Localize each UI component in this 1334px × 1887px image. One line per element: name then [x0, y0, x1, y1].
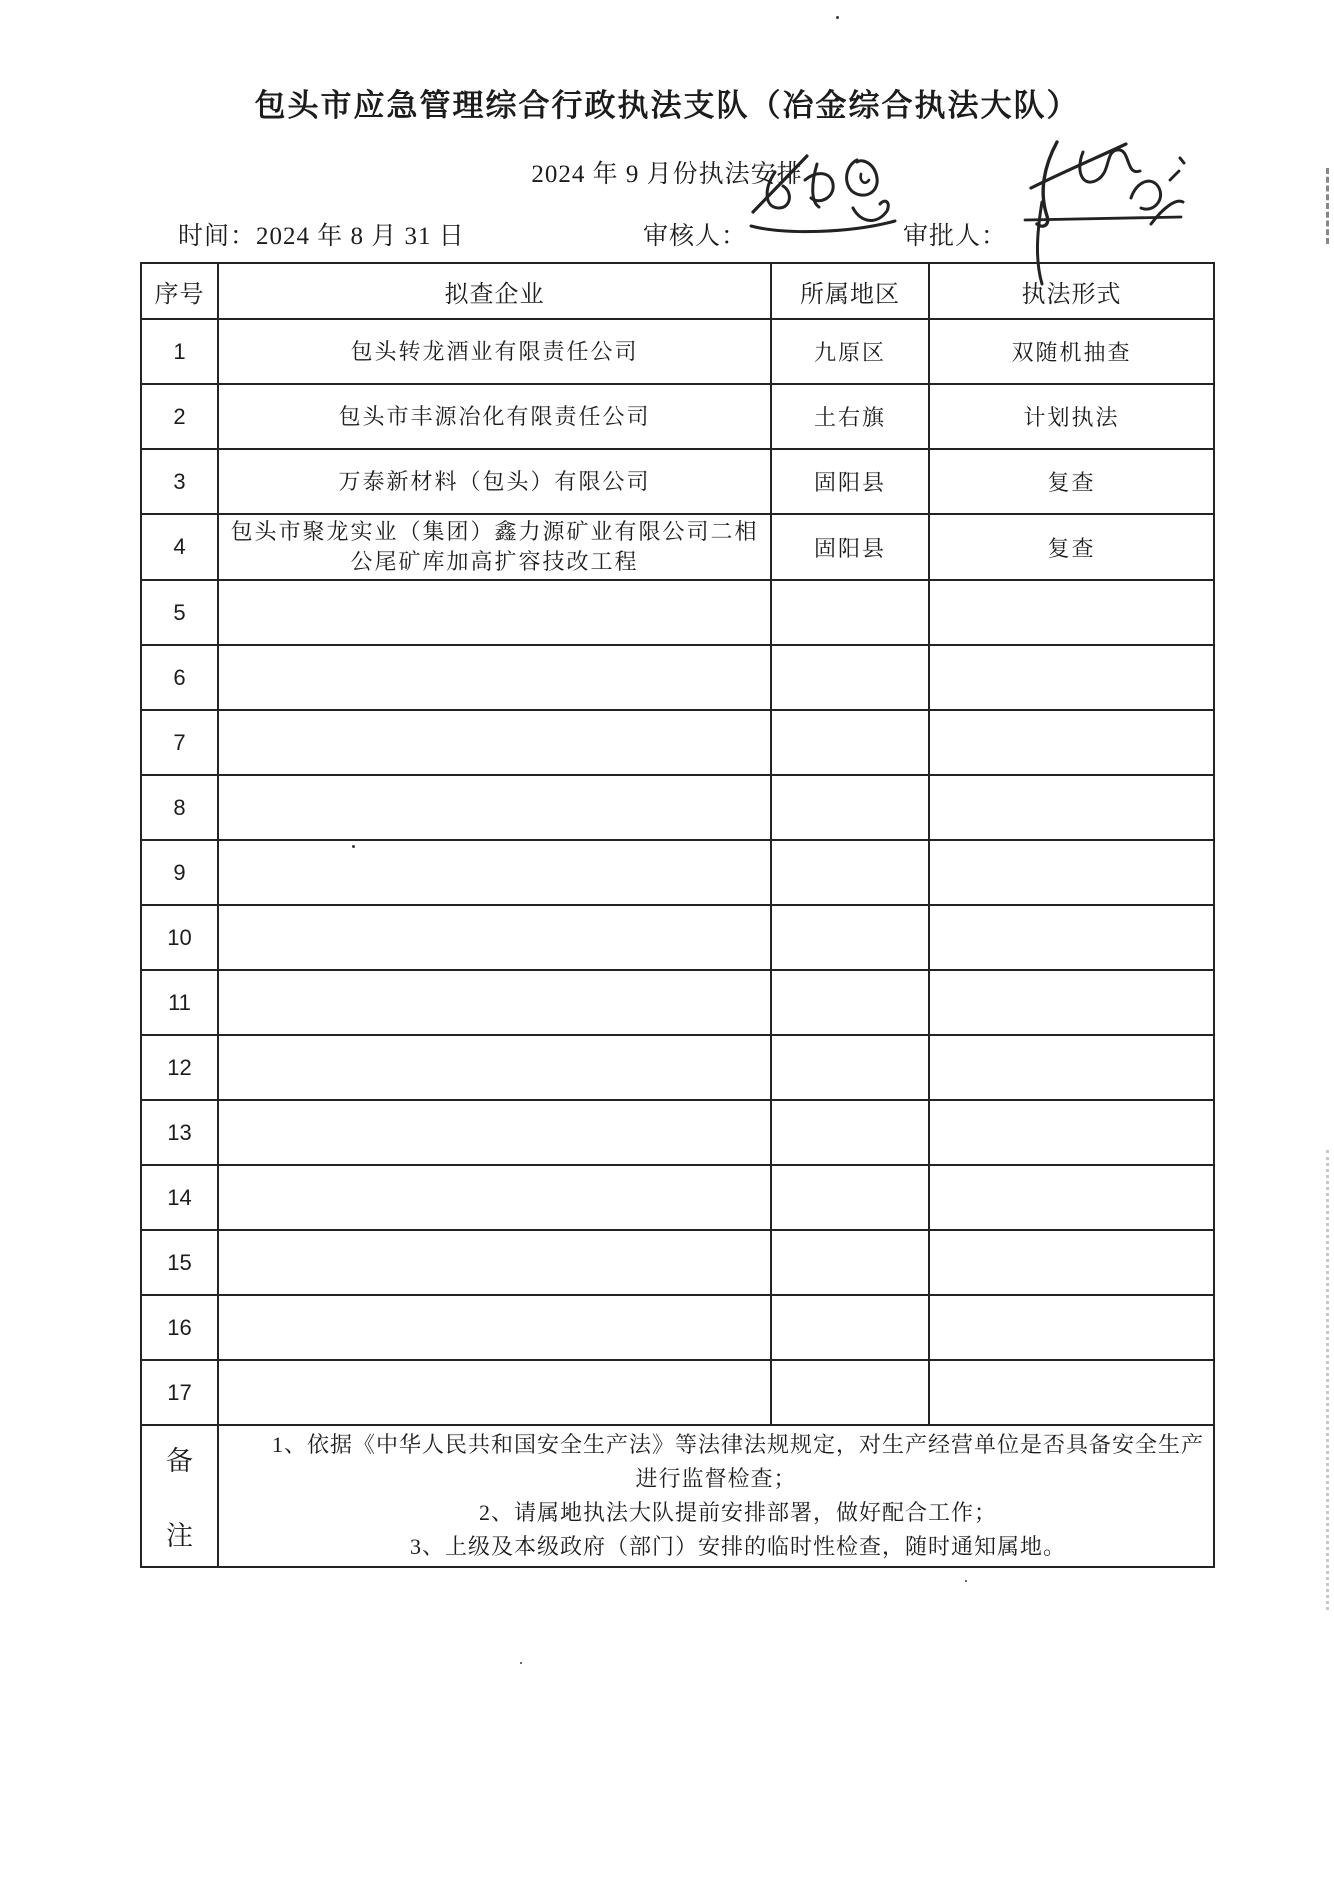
row-number: 6	[141, 645, 218, 710]
region-cell	[771, 1165, 929, 1230]
table-row	[141, 1360, 1214, 1425]
form-cell	[929, 775, 1214, 840]
table-row	[141, 1165, 1214, 1230]
row-number: 10	[141, 905, 218, 970]
table-row	[141, 645, 1214, 710]
region-cell	[771, 970, 929, 1035]
company-cell	[218, 580, 771, 645]
scan-artifact	[1326, 1150, 1329, 1610]
table-row	[141, 319, 1214, 384]
region-cell	[771, 905, 929, 970]
company-cell: 万泰新材料（包头）有限公司	[218, 449, 771, 514]
form-cell: 计划执法	[929, 384, 1214, 449]
company-cell	[218, 1165, 771, 1230]
region-cell	[771, 775, 929, 840]
region-cell: 土右旗	[771, 384, 929, 449]
header-form: 执法形式	[929, 263, 1214, 319]
form-cell	[929, 970, 1214, 1035]
company-cell: 包头转龙酒业有限责任公司	[218, 319, 771, 384]
table-row	[141, 905, 1214, 970]
region-cell	[771, 1230, 929, 1295]
table-row	[141, 970, 1214, 1035]
company-cell	[218, 905, 771, 970]
table-row	[141, 1035, 1214, 1100]
form-cell	[929, 580, 1214, 645]
remark-item: 1、依据《中华人民共和国安全生产法》等法律法规规定，对生产经营单位是否具备安全生产进行监督检查；	[271, 1432, 1204, 1491]
company-cell	[218, 1360, 771, 1425]
scan-artifact	[965, 1580, 967, 1582]
row-number: 1	[141, 319, 218, 384]
reviewer-label: 审核人：	[643, 223, 748, 250]
row-number: 16	[141, 1295, 218, 1360]
form-cell	[929, 1035, 1214, 1100]
table-row	[141, 1295, 1214, 1360]
row-number: 7	[141, 710, 218, 775]
scan-artifact	[520, 1662, 522, 1664]
row-number: 5	[141, 580, 218, 645]
company-cell	[218, 645, 771, 710]
region-cell	[771, 840, 929, 905]
header-serial: 序号	[141, 263, 218, 319]
form-cell	[929, 1165, 1214, 1230]
region-cell	[771, 1035, 929, 1100]
region-cell	[771, 1100, 929, 1165]
row-number: 8	[141, 775, 218, 840]
remark-content-cell	[218, 1425, 1214, 1567]
remark-char-bottom: 注	[166, 1521, 193, 1551]
company-cell	[218, 840, 771, 905]
form-cell	[929, 1100, 1214, 1165]
form-cell	[929, 1295, 1214, 1360]
row-number: 13	[141, 1100, 218, 1165]
document-subtitle: 2024 年 9 月份执法安排	[531, 161, 803, 188]
row-number: 12	[141, 1035, 218, 1100]
form-cell	[929, 645, 1214, 710]
form-cell	[929, 1360, 1214, 1425]
table-row	[141, 514, 1214, 580]
company-cell	[218, 710, 771, 775]
region-cell	[771, 645, 929, 710]
company-cell	[218, 775, 771, 840]
region-cell: 固阳县	[771, 514, 929, 580]
region-cell	[771, 1295, 929, 1360]
reviewer-signature-handwriting	[745, 150, 905, 245]
form-cell: 复查	[929, 449, 1214, 514]
remark-char-top: 备	[166, 1446, 193, 1476]
table-row	[141, 1100, 1214, 1165]
company-cell	[218, 1035, 771, 1100]
form-cell	[929, 840, 1214, 905]
company-cell	[218, 1230, 771, 1295]
region-cell: 九原区	[771, 319, 929, 384]
row-number: 17	[141, 1360, 218, 1425]
form-cell: 双随机抽查	[929, 319, 1214, 384]
table-row	[141, 775, 1214, 840]
table-row	[141, 1230, 1214, 1295]
header-region: 所属地区	[771, 263, 929, 319]
form-cell	[929, 905, 1214, 970]
remark-item: 2、请属地执法大队提前安排部署，做好配合工作；	[478, 1500, 997, 1525]
table-row	[141, 384, 1214, 449]
approver-label: 审批人：	[903, 223, 1008, 250]
region-cell	[771, 1360, 929, 1425]
row-number: 15	[141, 1230, 218, 1295]
scan-artifact	[1326, 168, 1329, 244]
region-cell	[771, 710, 929, 775]
row-number: 2	[141, 384, 218, 449]
company-cell: 包头市聚龙实业（集团）鑫力源矿业有限公司二相公尾矿库加高扩容技改工程	[218, 514, 771, 580]
remark-label-cell	[141, 1425, 218, 1567]
company-cell: 包头市丰源冶化有限责任公司	[218, 384, 771, 449]
table-row	[141, 449, 1214, 514]
date-field: 时间：2024 年 8 月 31 日	[178, 223, 465, 250]
table-row	[141, 840, 1214, 905]
company-cell	[218, 970, 771, 1035]
table-row	[141, 580, 1214, 645]
form-cell: 复查	[929, 514, 1214, 580]
scan-artifact	[836, 16, 839, 19]
document-title: 包头市应急管理综合行政执法支队（冶金综合执法大队）	[254, 88, 1080, 123]
row-number: 11	[141, 970, 218, 1035]
table-row	[141, 710, 1214, 775]
form-cell	[929, 710, 1214, 775]
company-cell	[218, 1295, 771, 1360]
row-number: 14	[141, 1165, 218, 1230]
region-cell: 固阳县	[771, 449, 929, 514]
remark-item: 3、上级及本级政府（部门）安排的临时性检查，随时通知属地。	[409, 1534, 1066, 1559]
approver-signature-handwriting	[1013, 136, 1188, 288]
remark-row	[141, 1425, 1214, 1567]
enforcement-schedule-table	[140, 262, 1215, 1568]
header-company: 拟查企业	[218, 263, 771, 319]
row-number: 4	[141, 514, 218, 580]
row-number: 9	[141, 840, 218, 905]
form-cell	[929, 1230, 1214, 1295]
company-cell	[218, 1100, 771, 1165]
region-cell	[771, 580, 929, 645]
row-number: 3	[141, 449, 218, 514]
